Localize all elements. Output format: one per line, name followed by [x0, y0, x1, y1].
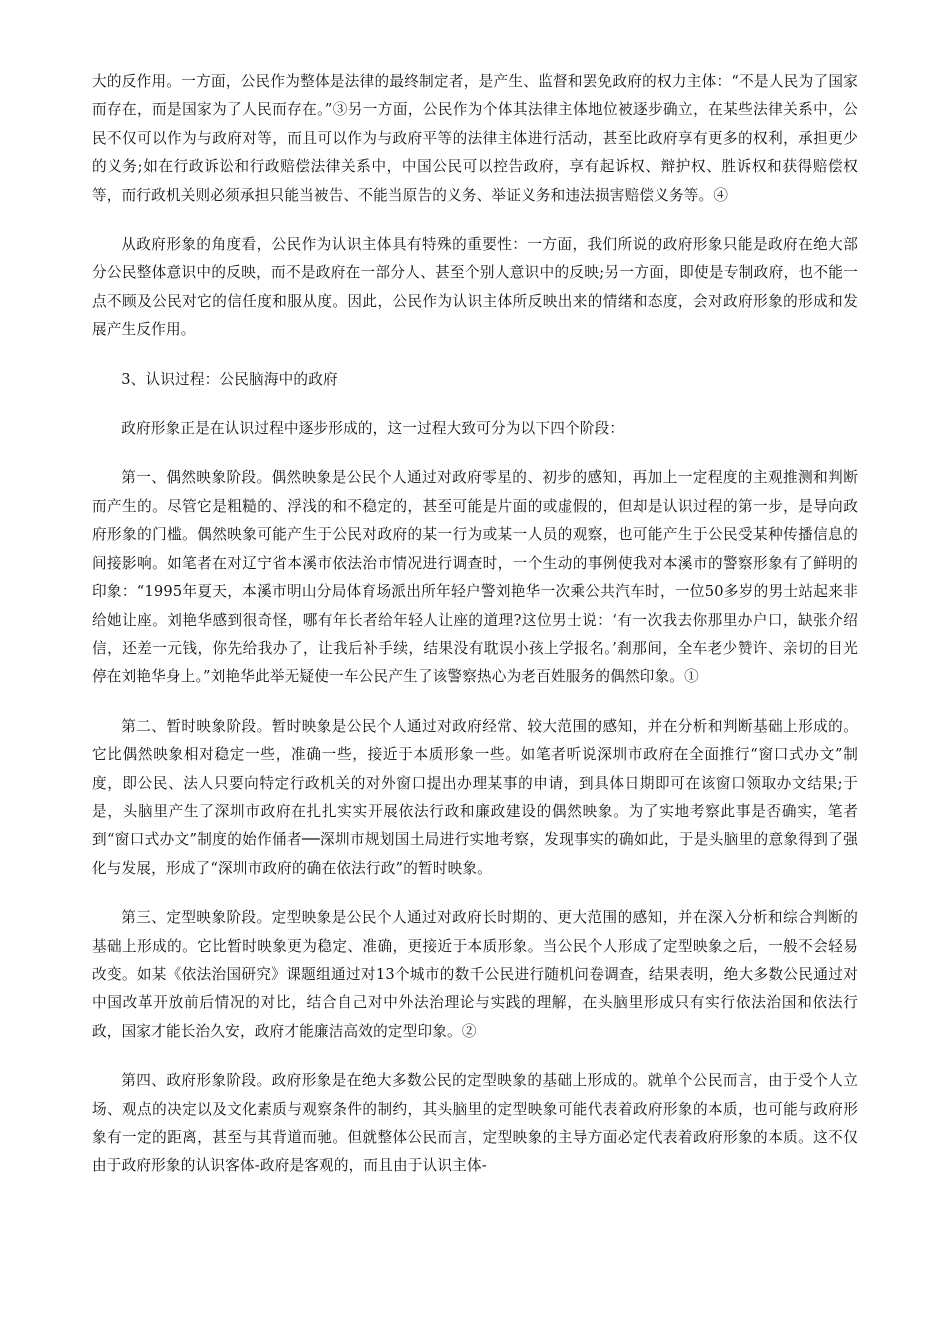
document-page	[92, 68, 858, 1202]
paragraph-stage-1: 第一、偶然映象阶段。偶然映象是公民个人通过对政府零星的、初步的感知，再加上一定程度的主观推测和判断而产生的。尽管它是粗糙的、浮浅的和不稳定的，甚至可能是片面的或虚假的，但却是认识过程的第一步，是导向政府形象的门槛。偶然映象可能产生于公民对政府的某一行为或某一人员的观察，也可能产生于公民受某种传播信息的间接影响。如笔者在对辽宁省本溪市依法治市情况进行调查时，一个生动的事例使我对本溪市的警察形象有了鲜明的印象：“1995年夏天，本溪市明山分局体育场派出所年轻户警刘艳华一次乘公共汽车时，一位50多岁的男士站起来非给她让座。刘艳华感到很奇怪，哪有年长者给年轻人让座的道理?这位男士说：‘有一次我去你那里办户口，缺张介绍信，还差一元钱，你先给我办了，让我后补手续，结果没有耽误小孩上学报名。’刹那间，全车老少赞许、亲切的目光停在刘艳华身上。”刘艳华此举无疑使一车公民产生了该警察热心为老百姓服务的偶然印象。①	[92, 469, 858, 686]
paragraph-continuation: 大的反作用。一方面，公民作为整体是法律的最终制定者，是产生、监督和罢免政府的权力主体：“不是人民为了国家而存在，而是国家为了人民而存在。”③另一方面，公民作为个体其法律主体地位被逐步确立，在某些法律关系中，公民不仅可以作为与政府对等，而且可以作为与政府平等的法律主体进行活动，甚至比政府享有更多的权利，承担更少的义务;如在行政诉讼和行政赔偿法律关系中，中国公民可以控告政府，享有起诉权、辩护权、胜诉权和获得赔偿权等，而行政机关则必须承担只能当被告、不能当原告的义务、举证义务和违法损害赔偿义务等。④	[92, 73, 858, 204]
section-heading: 3、认识过程：公民脑海中的政府	[121, 370, 338, 388]
paragraph-citizen-importance: 从政府形象的角度看，公民作为认识主体具有特殊的重要性：一方面，我们所说的政府形象只能是政府在绝大部分公民整体意识中的反映，而不是政府在一部分人、甚至个别人意识中的反映;另一方面，即使是专制政府，也不能一点不顾及公民对它的信任度和服从度。因此，公民作为认识主体所反映出来的情绪和态度，会对政府形象的形成和发展产生反作用。	[92, 236, 858, 339]
paragraph-stage-2: 第二、暂时映象阶段。暂时映象是公民个人通过对政府经常、较大范围的感知，并在分析和判断基础上形成的。它比偶然映象相对稳定一些，准确一些，接近于本质形象一些。如笔者听说深圳市政府在全面推行“窗口式办文”制度，即公民、法人只要向特定行政机关的对外窗口提出办理某事的申请，到具体日期即可在该窗口领取办文结果;于是，头脑里产生了深圳市政府在扎扎实实开展依法行政和廉政建设的偶然映象。为了实地考察此事是否确实，笔者到“窗口式办文”制度的始作俑者──深圳市规划国土局进行实地考察，发现事实的确如此，于是头脑里的意象得到了强化与发展，形成了“深圳市政府的确在依法行政”的暂时映象。	[92, 717, 858, 877]
paragraph-stage-3: 第三、定型映象阶段。定型映象是公民个人通过对政府长时期的、更大范围的感知，并在深入分析和综合判断的基础上形成的。它比暂时映象更为稳定、准确，更接近于本质形象。当公民个人形成了定型映象之后，一般不会轻易改变。如某《依法治国研究》课题组通过对13个城市的数千公民进行随机问卷调查，结果表明，绝大多数公民通过对中国改革开放前后情况的对比，结合自己对中外法治理论与实践的理解，在头脑里形成只有实行依法治国和依法行政，国家才能长治久安，政府才能廉洁高效的定型印象。②	[92, 909, 858, 1040]
paragraph-stage-4: 第四、政府形象阶段。政府形象是在绝大多数公民的定型映象的基础上形成的。就单个公民而言，由于受个人立场、观点的决定以及文化素质与观察条件的制约，其头脑里的定型映象可能代表着政府形象的本质，也可能与政府形象有一定的距离，甚至与其背道而驰。但就整体公民而言，定型映象的主导方面必定代表着政府形象的本质。这不仅由于政府形象的认识客体-政府是客观的，而且由于认识主体-	[92, 1072, 858, 1175]
paragraph-intro-stages: 政府形象正是在认识过程中逐步形成的，这一过程大致可分为以下四个阶段：	[121, 420, 625, 438]
